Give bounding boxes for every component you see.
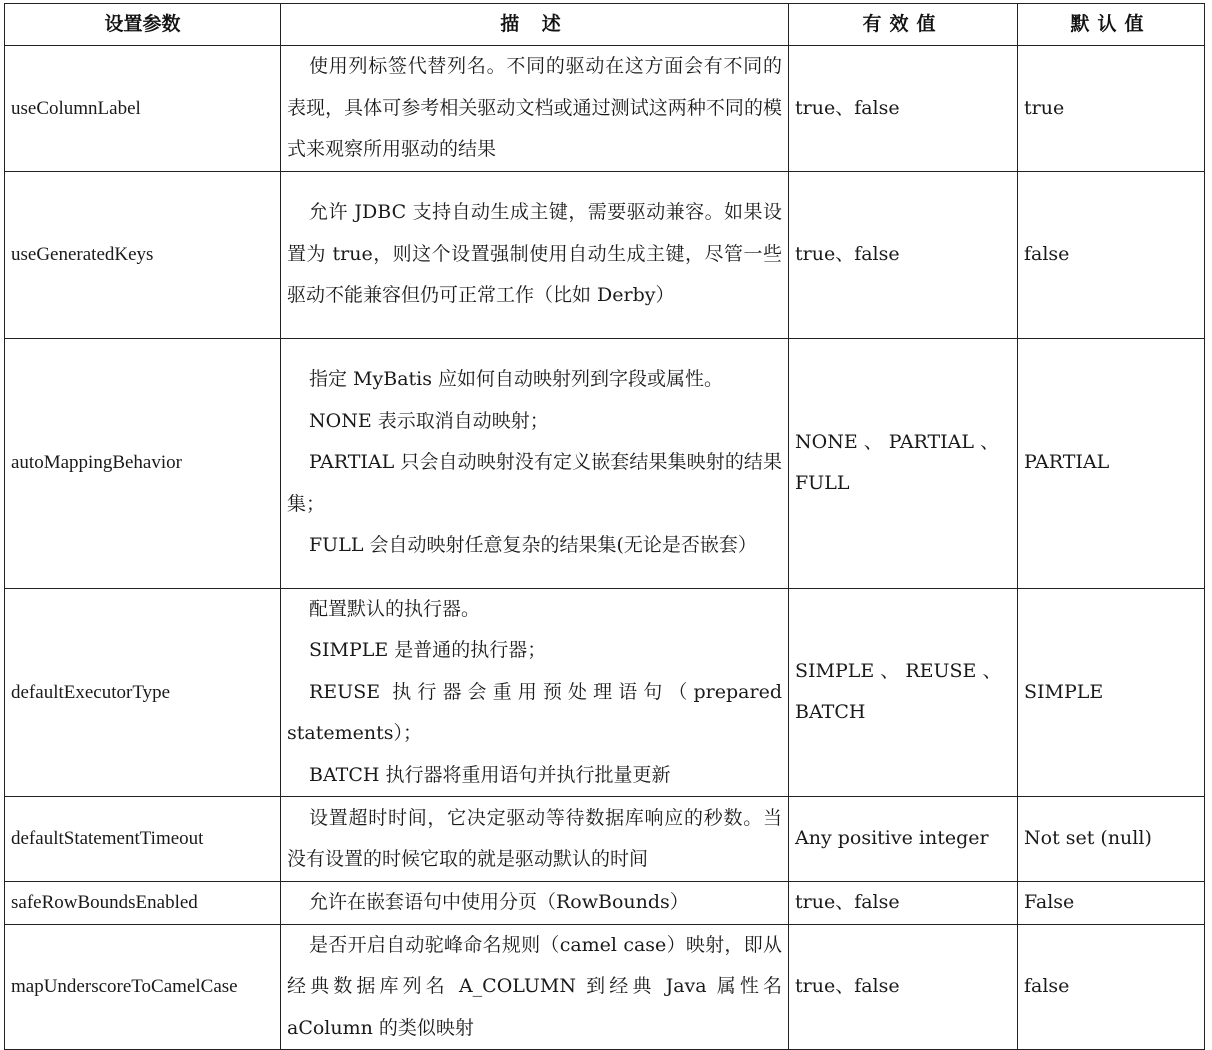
- table-row: [5, 924, 1205, 1050]
- header-description: 描 述: [281, 4, 789, 46]
- valid-values: true、false: [789, 882, 1018, 925]
- valid-values: true、false: [789, 924, 1018, 1050]
- param-description: [281, 338, 789, 588]
- param-name: safeRowBoundsEnabled: [5, 882, 281, 925]
- description-paragraph: 配置默认的执行器。: [309, 597, 481, 620]
- table-row: [5, 171, 1205, 338]
- table-row: [5, 588, 1205, 797]
- table-row: [5, 882, 1205, 925]
- default-value: Not set (null): [1018, 797, 1205, 882]
- default-value: false: [1018, 171, 1205, 338]
- header-row: [5, 4, 1205, 46]
- description-paragraph: REUSE 执行器会重用预处理语句（prepared statements）；: [287, 680, 782, 744]
- param-description: [281, 588, 789, 797]
- table-row: [5, 797, 1205, 882]
- description-paragraph: FULL 会自动映射任意复杂的结果集(无论是否嵌套）: [309, 534, 757, 557]
- default-value: true: [1018, 46, 1205, 172]
- description-paragraph: 指定 MyBatis 应如何自动映射列到字段或属性。: [309, 368, 724, 391]
- valid-values: true、false: [789, 171, 1018, 338]
- param-description: [281, 797, 789, 882]
- default-value: False: [1018, 882, 1205, 925]
- param-name: defaultExecutorType: [5, 588, 281, 797]
- header-param: 设置参数: [5, 4, 281, 46]
- header-valid-values: 有效值: [789, 4, 1018, 46]
- description-paragraph: PARTIAL 只会自动映射没有定义嵌套结果集映射的结果集；: [287, 451, 782, 515]
- description-paragraph: 使用列标签代替列名。不同的驱动在这方面会有不同的表现，具体可参考相关驱动文档或通过测试这两种不同的模式来观察所用驱动的结果: [287, 55, 782, 160]
- header-default-value: 默认值: [1018, 4, 1205, 46]
- description-paragraph: 设置超时时间，它决定驱动等待数据库响应的秒数。当没有设置的时候它取的就是驱动默认的时间: [287, 806, 782, 870]
- param-name: useColumnLabel: [5, 46, 281, 172]
- param-name: useGeneratedKeys: [5, 171, 281, 338]
- default-value: SIMPLE: [1018, 588, 1205, 797]
- table-row: [5, 46, 1205, 172]
- description-paragraph: BATCH 执行器将重用语句并执行批量更新: [309, 763, 671, 786]
- valid-values: SIMPLE 、 REUSE 、 BATCH: [789, 588, 1018, 797]
- table-row: [5, 338, 1205, 588]
- param-name: autoMappingBehavior: [5, 338, 281, 588]
- default-value: PARTIAL: [1018, 338, 1205, 588]
- valid-values: NONE 、 PARTIAL 、 FULL: [789, 338, 1018, 588]
- param-description: [281, 924, 789, 1050]
- param-name: defaultStatementTimeout: [5, 797, 281, 882]
- default-value: false: [1018, 924, 1205, 1050]
- description-paragraph: 允许 JDBC 支持自动生成主键，需要驱动兼容。如果设置为 true，则这个设置强制使用自动生成主键，尽管一些驱动不能兼容但仍可正常工作（比如 Derby）: [287, 201, 782, 307]
- param-description: [281, 46, 789, 172]
- settings-table: [4, 3, 1205, 1050]
- description-paragraph: SIMPLE 是普通的执行器；: [309, 639, 547, 661]
- valid-values: true、false: [789, 46, 1018, 172]
- description-paragraph: NONE 表示取消自动映射；: [309, 409, 549, 432]
- param-name: mapUnderscoreToCamelCase: [5, 924, 281, 1050]
- description-paragraph: 是否开启自动驼峰命名规则（camel case）映射，即从经典数据库列名 A_COLUMN 到经典 Java 属性名 aColumn 的类似映射: [287, 933, 782, 1039]
- description-paragraph: 允许在嵌套语句中使用分页（RowBounds）: [309, 891, 689, 913]
- param-description: [281, 882, 789, 925]
- param-description: [281, 171, 789, 338]
- valid-values: Any positive integer: [789, 797, 1018, 882]
